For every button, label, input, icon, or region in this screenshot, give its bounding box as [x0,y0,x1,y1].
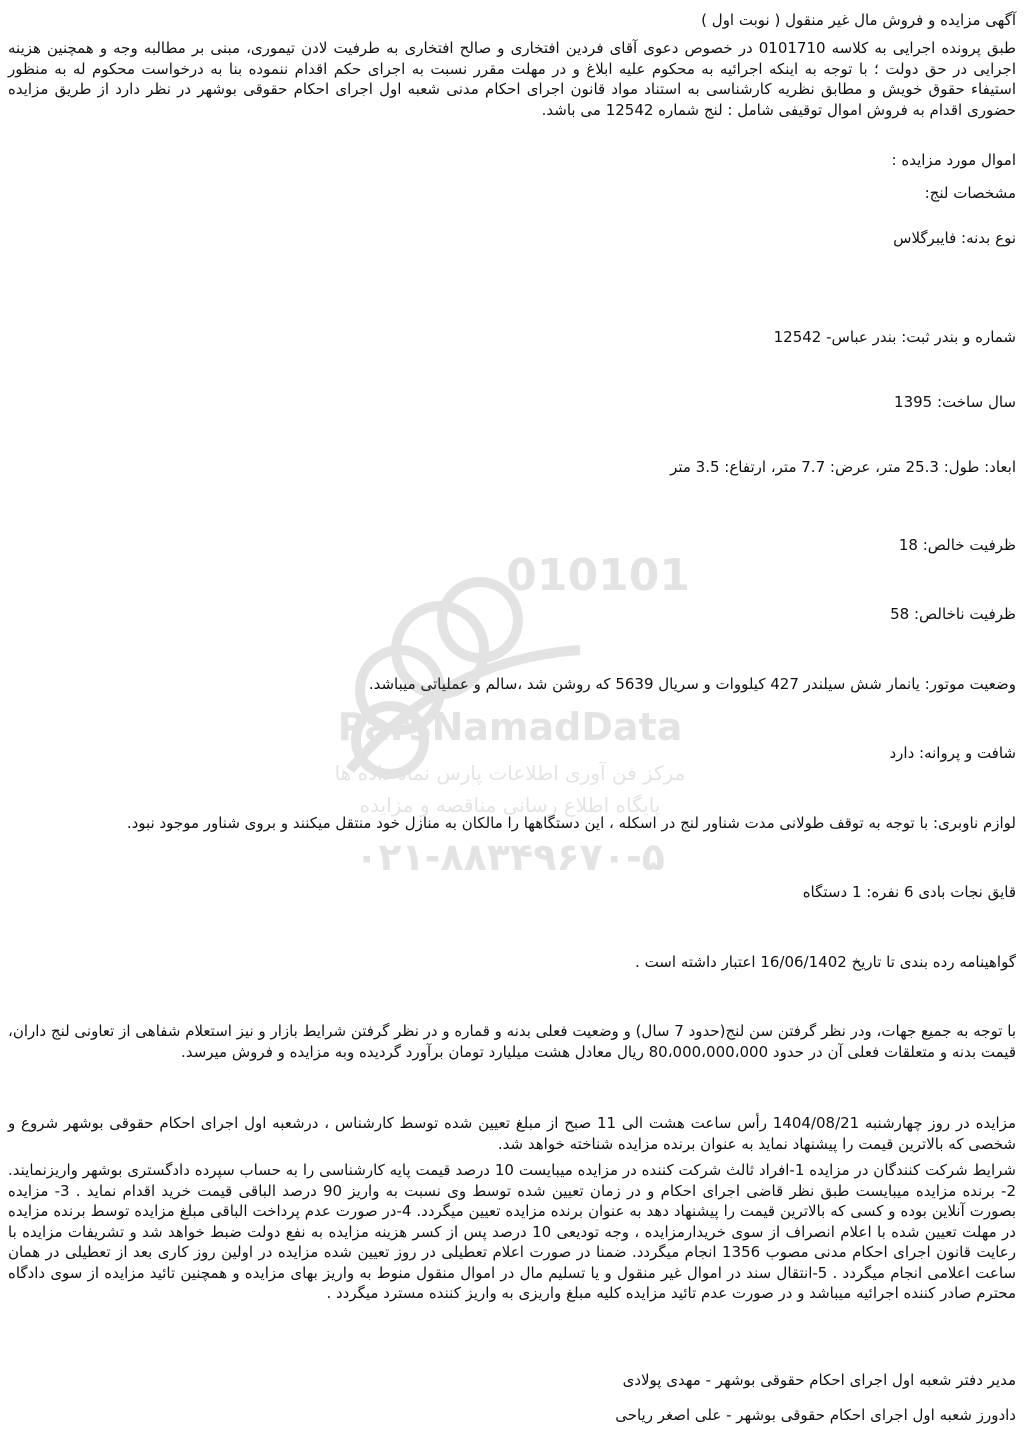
auction-schedule-paragraph: مزایده در روز چهارشنبه 1404/08/21 رأس ساعت هشت الی 11 صبح از مبلغ تعیین شده توسط کارشناس ، درشعبه اول اجرای احکام حقوقی بوشهر شروع و شخصی که بالاترین قیمت را پیشنهاد نماید به عنوان برنده مزایده شناخته خواهد شد. [8,1114,1017,1153]
field-dimensions: ابعاد: طول: 25.3 متر، عرض: 7.7 متر، ارتفاع: 3.5 متر [670,458,1016,476]
watermark-line-1: مرکز فن آوری اطلاعات پارس نماد داده ها [334,761,686,785]
field-navigation-equipment: لوازم ناوبری: با توجه به توقف طولانی مدت شناور لنج در اسکله ، این دستگاهها را مالکان به منازل خود منتقل میکنند و بروی شناور موجود نبود. [126,814,1016,832]
field-build-year: سال ساخت: 1395 [894,393,1016,411]
watermark-line-2: پایگاه اطلاع رسانی مناقصه و مزایده [359,793,661,817]
signature-office-manager: مدیر دفتر شعبه اول اجرای احکام حقوقی بوشهر - مهدی پولادی [622,1371,1016,1389]
participation-conditions: شرایط شرکت کنندگان در مزایده 1-افراد ثالث شرکت کننده در مزایده میبایست 10 درصد قیمت پایه کارشناسی را به حساب سپرده دادگستری بوشهر واریزنمایند. 2- برنده مزایده میبایست طبق نظر قاضی اجرای احکام و در زمان تعیین شده توسط وی نسبت به واریز 90 درصد الباقی قیمت خرید اقدام نماید . 3- مزایده بصورت آنلاین بوده و کسی که بالاترین قیمت را پیشنهاد دهد به عنوان برنده مزایده تعیین میگردد. 4-در صورت عدم پرداخت الباقی مبلغ مزایده توسط برنده مزایده در مهلت تعیین شده با اعلام انصراف از سوی خریدارمزایده ، وجه تودیعی 10 درصد پس از کسر هزینه مزایده به نفع دولت ضبط خواهد شد و تشریفات مزایده با رعایت قانون اجرای احکام مدنی مصوب 1356 انجام میگردد. ضمنا در صورت اعلام تعطیلی در روز تعیین شده مزایده در اولین روز کاری بعد از تعطیلی در همان ساعت اعلامی انجام میگردد . 5-انتقال سند در اموال غیر منقول و یا تسلیم مال در اموال منقول منوط به واریز بهای مزایده و همچنین تائید مزایده از سوی دادگاه محترم صادر کننده اجرائیه میباشد و در صورت عدم تائید مزایده کلیه مبلغ واریزی به واریز کننده مسترد میگردد . [8,1161,1017,1302]
valuation-paragraph: با توجه به جمیع جهات، ودر نظر گرفتن سن لنج(حدود 7 سال) و وضعیت فعلی بدنه و قماره و در نظر گرفتن شرایط بازار و نیز استعلام شفاهی از تعاونی لنج داران، قیمت بدنه و متعلقات فعلی آن در حدود 80،000،000،000 ریال معادل هشت میلیارد تومان برآورد گردیده وبه مزایده و فروش میرسد. [8,1022,1017,1061]
field-shaft-propeller: شافت و پروانه: دارد [889,744,1016,762]
watermark-brand: ParsNamadData [337,705,683,749]
field-class-certificate: گواهینامه رده بندی تا تاریخ 16/06/1402 اعتبار داشته است . [635,953,1016,971]
field-registry: شماره و بندر ثبت: بندر عباس- 12542 [773,328,1016,346]
field-engine-status: وضعیت موتور: یانمار شش سیلندر 427 کیلووات و سریال 5639 که روشن شد ،سالم و عملیاتی میباشد. [368,675,1016,693]
field-net-capacity: ظرفیت خالص: 18 [898,536,1016,554]
intro-paragraph: طبق پرونده اجرایی به کلاسه 0101710 در خصوص دعوی آقای فردین افتخاری و صالح افتخاری به طرفیت لادن تیموری، مبنی بر مطالبه وجه و همچنین هزینه اجرایی در حق دولت ؛ با توجه به اینکه اجرائیه به محکوم علیه ابلاغ و در مهلت مقرر نسبت به اجرای حکم اقدام ننموده بنا به درخواست محکوم له به منظور استیفاء حقوق خویش و مطابق نظریه کارشناسی به استناد مواد قانون اجرای احکام مدنی شعبه اول اجرای احکام حقوقی بوشهر در نظر دارد از طریق مزایده حضوری اقدام به فروش اموال توقیفی شامل : لنج شماره 12542 می باشد. [8,39,1016,119]
notice-title: آگهی مزایده و فروش مال غیر منقول ( نوبت اول ) [701,11,1016,29]
field-gross-capacity: ظرفیت ناخالص: 58 [890,605,1016,623]
items-heading: اموال مورد مزایده : [891,151,1016,169]
field-hull-type: نوع بدنه: فایبرگلاس [893,229,1016,247]
specs-heading: مشخصات لنج: [924,184,1016,202]
field-lifeboat: قایق نجات بادی 6 نفره: 1 دستگاه [802,883,1016,901]
signature-bailiff: دادورز شعبه اول اجرای احکام حقوقی بوشهر - علی اصغر ریاحی [615,1406,1016,1424]
watermark-numbers: 010101 [506,550,690,601]
watermark-phone: ۰۲۱-۸۸۳۴۹۶۷۰-۵ [355,835,665,879]
